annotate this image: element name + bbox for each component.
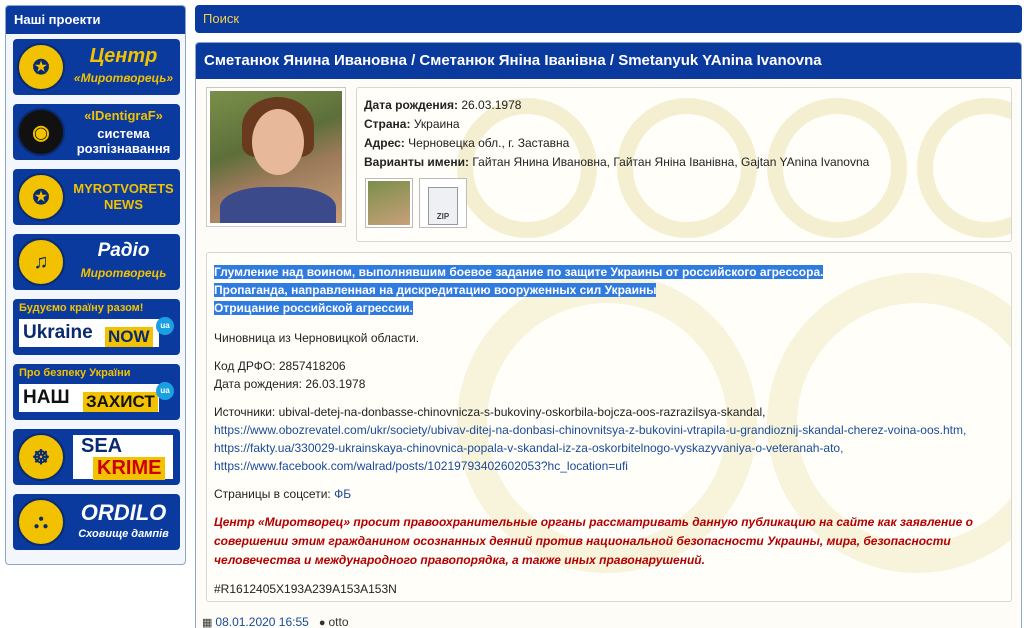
position-text: Чиновница из Черновицкой области. [214, 331, 420, 345]
headphones-icon: ♫ [17, 238, 65, 286]
info-rows [364, 96, 869, 172]
project-subtitle: NEWS [104, 197, 143, 212]
sidebar-projects [5, 5, 186, 565]
banner-word: Ukraine [23, 322, 93, 343]
search-label[interactable]: Поиск [203, 11, 240, 26]
sources-label: Источники: [214, 405, 276, 419]
project-myrotvorets-news[interactable] [13, 169, 180, 225]
project-title: MYROTVORETS [73, 181, 174, 196]
profile-title: Сметанюк Янина Ивановна / Сметанюк Яніна Іванівна / Smetanyuk YAnina Ivanovna [196, 43, 1021, 79]
camera-lens-icon: ◉ [17, 108, 65, 156]
profile-panel [195, 42, 1022, 628]
charge-3: Отрицание российской агрессии. [214, 301, 413, 315]
watermark-seal-icon [917, 98, 1012, 238]
dob-value: 26.03.1978 [461, 98, 522, 112]
post-author: otto [328, 615, 349, 628]
zip-download-icon[interactable]: ZIP [419, 178, 467, 228]
description-box [206, 252, 1012, 602]
project-center-myrotvorets[interactable] [13, 39, 180, 95]
source-link-4[interactable]: https://www.facebook.com/walrad/posts/10219793402602053?hc_location=ufi [214, 459, 628, 473]
country-value: Украина [413, 117, 460, 131]
ua-badge-icon: ua [156, 317, 174, 335]
project-subtitle: Сховище дампів [78, 528, 169, 540]
drfo-text: Код ДРФО: 2857418206 [214, 359, 346, 373]
charge-1: Глумление над воином, выполнявшим боевое задание по защите Украины от российского агрессора. [214, 265, 824, 279]
social-label: Страницы в соцсети: [214, 487, 331, 501]
calendar-icon: ▦ [202, 617, 213, 628]
charge-2: Пропаганда, направленная на дискредитацию вооруженных сил Украины [214, 283, 657, 297]
ua-badge-icon: ua [156, 382, 174, 400]
search-bar[interactable] [195, 5, 1022, 33]
source-link-3[interactable]: https://fakty.ua/330029-ukrainskaya-chinovnica-popala-v-skandal-iz-za-oskorbitelnogo-vyskazyvaniya-o-veteranah-ato, [214, 441, 844, 455]
project-radio-myrotvorets[interactable] [13, 234, 180, 290]
photo-thumbnail[interactable] [365, 178, 413, 228]
source-1: ubival-detej-na-donbasse-chinovnicza-s-bukoviny-oskorbila-bojcza-oos-razrazilsya-skandal, [278, 405, 766, 419]
source-link-2[interactable]: https://www.obozrevatel.com/ukr/society/ubivav-ditej-na-donbasi-chinovnitsya-z-bukovini-vtrapila-u-grandioznij-skandal-cherez-voina-oos.htm, [214, 423, 967, 437]
names-value: Гайтан Янина Ивановна, Гайтан Яніна Іванівна, Gajtan YAnina Ivanovna [472, 155, 870, 169]
names-row: Варианты имени: Гайтан Янина Ивановна, Гайтан Яніна Іванівна, Gajtan YAnina Ivanovna [364, 155, 870, 169]
social-link-fb[interactable]: ФБ [334, 487, 352, 501]
post-footer [202, 615, 349, 628]
project-ordilo[interactable] [13, 494, 180, 550]
project-title: Центр [89, 45, 158, 67]
banner-caption: Будуємо країну разом! [19, 302, 144, 314]
myrotvorets-logo-icon: ✪ [17, 43, 65, 91]
banner-caption: Про безпеку України [19, 367, 131, 379]
user-icon: ● [318, 617, 326, 628]
profile-photo[interactable] [206, 87, 346, 227]
record-code: #R1612405X193A239A153A153N [214, 582, 397, 596]
banner-word-highlight: NOW [105, 327, 153, 347]
project-ukraine-now[interactable] [13, 299, 180, 355]
sidebar-title: Наші проекти [6, 6, 185, 34]
project-title: Радіо [97, 240, 150, 261]
project-title: «IDentigraF» [84, 108, 163, 123]
project-subtitle: система розпізнавання [76, 126, 171, 156]
dob-text: Дата рождения: 26.03.1978 [214, 377, 366, 391]
project-sea-krime[interactable] [13, 429, 180, 485]
project-title: SEA [81, 435, 123, 457]
project-identigraf[interactable] [13, 104, 180, 160]
country-row: Страна: Украина [364, 117, 460, 131]
project-subtitle: Миротворець [80, 266, 167, 280]
banner-word: НАШ [23, 387, 70, 408]
post-date[interactable]: 08.01.2020 16:55 [215, 615, 309, 628]
address-value: Черновецка обл., г. Заставна [408, 136, 570, 150]
address-row: Адрес: Черновецка обл., г. Заставна [364, 136, 570, 150]
banner-word-highlight: ЗАХИСТ [83, 392, 158, 412]
owl-icon: ⛬ [17, 498, 65, 546]
project-subtitle: KRIME [93, 457, 165, 480]
project-nash-zakhyst[interactable] [13, 364, 180, 420]
project-title: ORDILO [80, 500, 167, 525]
warning-text: Центр «Миротворец» просит правоохранительные органы рассматривать данную публикацию на сайте как заявление о совершении этим гражданином осознанных деяний против национальной безопасности Украины, мира, безопасности человечества и международного правопорядка, а также иных правонарушений. [214, 515, 973, 567]
ship-wheel-icon: ☸ [17, 433, 65, 481]
profile-info [356, 87, 1012, 242]
dob-row: Дата рождения: 26.03.1978 [364, 98, 522, 112]
myrotvorets-logo-icon: ✪ [17, 173, 65, 221]
project-subtitle: «Миротворець» [73, 71, 174, 85]
